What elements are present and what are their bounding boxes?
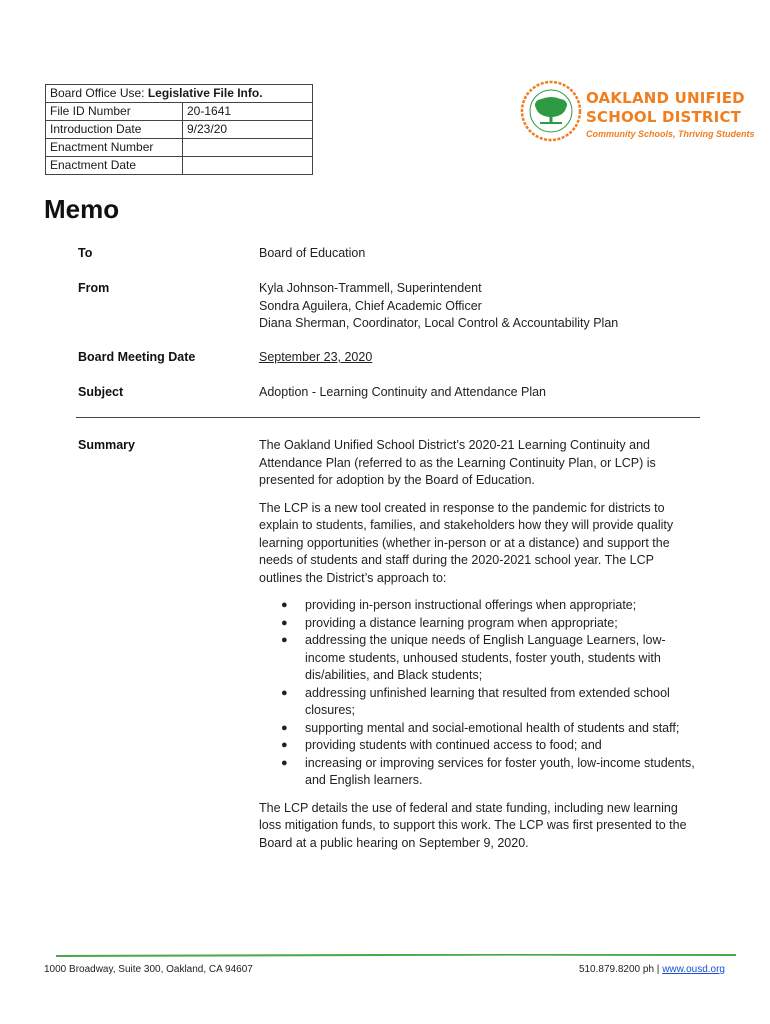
summary-body [259, 437, 699, 862]
from-sender: Sondra Aguilera, Chief Academic Officer [259, 298, 482, 313]
from-sender: Diana Sherman, Coordinator, Local Control & Accountability Plan [259, 316, 619, 330]
file-info-table [45, 84, 313, 175]
approach-list-item: ● supporting mental and social-emotional health of students and staff; [305, 720, 699, 738]
board-meeting-date-value [259, 349, 372, 367]
approach-list-item: ● addressing the unique needs of English Language Learners, low-income students, unhoused students, foster youth, students with dis/abilities, and Black students; [305, 632, 699, 685]
approach-list-item: ● increasing or improving services for foster youth, low-income students, and English learners. [305, 755, 699, 790]
file-info-label: Introduction Date [46, 121, 183, 139]
footer-website-link[interactable]: www.ousd.org [662, 964, 725, 975]
from-sender: Kyla Johnson-Trammell, Superintendent [259, 281, 482, 295]
file-info-value: 20-1641 [183, 103, 313, 121]
subject-label: Subject [78, 385, 124, 399]
to-label: To [78, 246, 93, 260]
file-info-row [46, 139, 313, 157]
file-info-row [46, 121, 313, 139]
footer-address: 1000 Broadway, Suite 300, Oakland, CA 94607 [44, 964, 253, 975]
file-info-row [46, 103, 313, 121]
from-values [259, 280, 618, 333]
approach-list-item: ● providing students with continued access to food; and [305, 737, 699, 755]
summary-label: Summary [78, 438, 135, 452]
from-label: From [78, 281, 110, 295]
district-logo [520, 80, 755, 146]
district-name-line-2: SCHOOL DISTRICT [586, 108, 742, 126]
meeting-date: September 23, 2020 [259, 350, 373, 364]
file-info-value: 9/23/20 [183, 121, 313, 139]
summary-paragraph: The LCP is a new tool created in response to the pandemic for districts to explain to students, families, and stakeholders how they will provide quality learning opportunities (whether in-person or at a distance) and support the needs of students and staff during the 2020-2021 school year. The LCP outlines the District’s approach to: [259, 500, 674, 585]
file-info-header-row [46, 85, 313, 103]
approach-list-item: ● addressing unfinished learning that resulted from extended school closures; [305, 685, 699, 720]
subject-value [259, 384, 546, 402]
section-divider [76, 417, 700, 418]
district-tagline: Community Schools, Thriving Students [586, 129, 755, 139]
file-info-label: File ID Number [46, 103, 183, 121]
board-meeting-date-label: Board Meeting Date [78, 350, 196, 364]
summary-paragraph: The LCP details the use of federal and state funding, including new learning loss mitigation funds, to support this work. The LCP was first presented to the Board at a public hearing on September 9, 2020. [259, 800, 687, 850]
to-value [259, 245, 365, 263]
approach-list-item: ● providing in-person instructional offerings when appropriate; [305, 597, 699, 615]
district-name [586, 89, 745, 127]
approach-list [259, 597, 699, 790]
footer-phone: 510.879.8200 ph [578, 964, 655, 975]
file-info-row [46, 157, 313, 175]
file-info-header [46, 85, 313, 103]
file-info-header-prefix: Board Office Use: [50, 86, 145, 100]
file-info-header-bold: Legislative File Info. [147, 86, 263, 100]
footer-contact [579, 964, 725, 975]
subject-text: Adoption - Learning Continuity and Attendance Plan [259, 385, 547, 399]
summary-paragraph: The Oakland Unified School District’s 2020-21 Learning Continuity and Attendance Plan (referred to as the Learning Continuity Plan, or LCP) is presented for adoption by the Board of Education. [259, 438, 656, 487]
footer-divider [56, 954, 736, 957]
file-info-value [183, 139, 313, 157]
footer-separator: | [656, 964, 660, 975]
memo-title: Memo [44, 194, 120, 224]
file-info-label: Enactment Number [46, 139, 183, 157]
file-info-label: Enactment Date [46, 157, 183, 175]
approach-list-item: ● providing a distance learning program when appropriate; [305, 615, 699, 633]
file-info-value [183, 157, 313, 175]
to-recipient: Board of Education [259, 246, 366, 260]
oak-tree-seal-icon [520, 80, 582, 142]
district-name-line-1: OAKLAND UNIFIED [586, 89, 745, 107]
